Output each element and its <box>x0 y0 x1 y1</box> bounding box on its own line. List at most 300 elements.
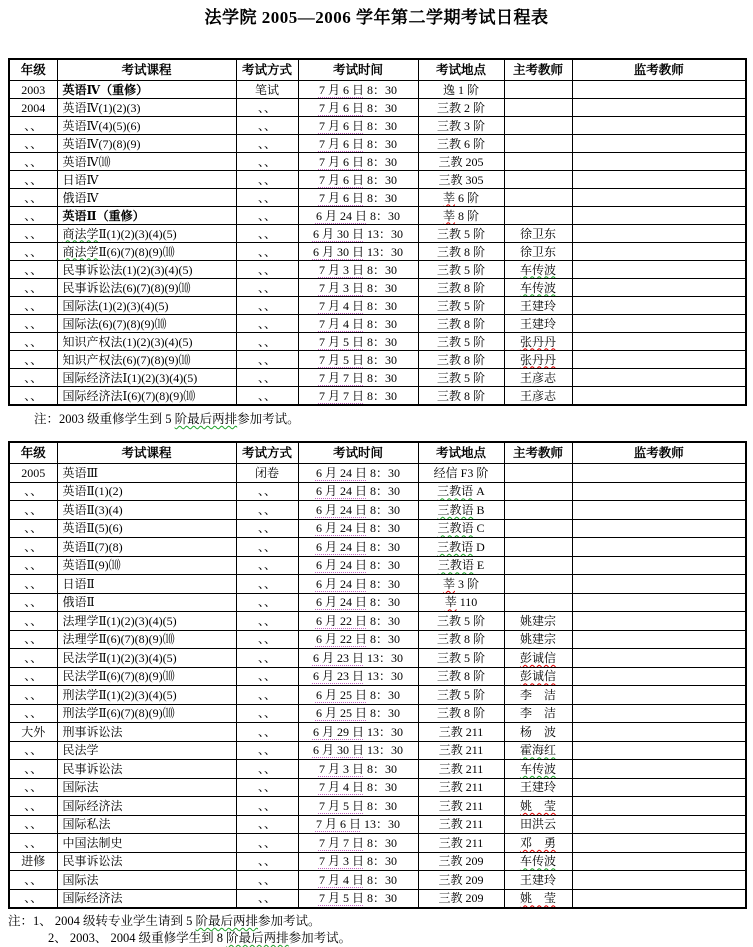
exam-table-2005 <box>8 441 747 909</box>
exam-table-2005-section <box>8 441 745 947</box>
cell-course: 国际经济法Ⅰ(6)(7)(8)(9)⑽ <box>57 387 236 406</box>
cell-invigilator <box>572 871 746 890</box>
cell-method: 、、 <box>236 797 298 816</box>
cell-chief-examiner: 王建玲 <box>504 778 572 797</box>
table-row <box>9 704 746 723</box>
cell-method: 、、 <box>236 261 298 279</box>
cell-time: 7 月 7 日 8：30 <box>298 387 418 406</box>
cell-chief-examiner <box>504 519 572 538</box>
cell-method: 、、 <box>236 225 298 243</box>
cell-year: 、、 <box>9 575 57 594</box>
cell-year: 、、 <box>9 889 57 908</box>
table2-notes <box>8 913 745 947</box>
cell-time: 7 月 3 日 8：30 <box>298 279 418 297</box>
cell-method: 、、 <box>236 501 298 520</box>
cell-method: 、、 <box>236 630 298 649</box>
table-row <box>9 351 746 369</box>
table-body <box>9 81 746 406</box>
cell-year: 2003 <box>9 81 57 99</box>
cell-place: 莘 3 阶 <box>418 575 504 594</box>
cell-method: 、、 <box>236 852 298 871</box>
cell-course: 知识产权法(6)(7)(8)(9)⑽ <box>57 351 236 369</box>
cell-time: 7 月 6 日 8：30 <box>298 117 418 135</box>
cell-course: 商法学Ⅱ(1)(2)(3)(4)(5) <box>57 225 236 243</box>
cell-course: 民法学Ⅱ(1)(2)(3)(4)(5) <box>57 649 236 668</box>
cell-course: 国际经济法 <box>57 889 236 908</box>
cell-year: 、、 <box>9 279 57 297</box>
cell-time: 6 月 22 日 8：30 <box>298 630 418 649</box>
cell-year: 、、 <box>9 704 57 723</box>
cell-year: 进修 <box>9 852 57 871</box>
cell-method: 、、 <box>236 889 298 908</box>
cell-year: 、、 <box>9 667 57 686</box>
cell-invigilator <box>572 612 746 631</box>
cell-time: 6 月 30 日 13：30 <box>298 741 418 760</box>
exam-table-2003-2004 <box>8 58 747 406</box>
table1-note: 注：2003 级重修学生到 5 阶最后两排参加考试。 <box>34 412 300 426</box>
cell-time: 6 月 30 日 13：30 <box>298 225 418 243</box>
cell-course: 民法学Ⅱ(6)(7)(8)(9)⑽ <box>57 667 236 686</box>
cell-place: 三教 8 阶 <box>418 630 504 649</box>
cell-method: 、、 <box>236 778 298 797</box>
cell-method: 、、 <box>236 593 298 612</box>
cell-chief-examiner: 李 洁 <box>504 704 572 723</box>
cell-chief-examiner <box>504 153 572 171</box>
cell-course: 日语Ⅱ <box>57 575 236 594</box>
table-row <box>9 871 746 890</box>
cell-place: 三教语 D <box>418 538 504 557</box>
cell-chief-examiner: 王彦志 <box>504 387 572 406</box>
cell-place: 逸 1 阶 <box>418 81 504 99</box>
cell-chief-examiner <box>504 482 572 501</box>
table-row <box>9 575 746 594</box>
cell-invigilator <box>572 778 746 797</box>
cell-method: 、、 <box>236 667 298 686</box>
cell-place: 莘 6 阶 <box>418 189 504 207</box>
cell-invigilator <box>572 279 746 297</box>
cell-chief-examiner: 徐卫东 <box>504 225 572 243</box>
cell-time: 6 月 25 日 8：30 <box>298 704 418 723</box>
cell-year: 、、 <box>9 797 57 816</box>
column-header-chief-examiner: 主考教师 <box>504 442 572 464</box>
cell-year: 2004 <box>9 99 57 117</box>
cell-chief-examiner <box>504 464 572 483</box>
cell-course: 商法学Ⅱ(6)(7)(8)(9)⑽ <box>57 243 236 261</box>
cell-place: 三教 8 阶 <box>418 704 504 723</box>
cell-place: 三教语 A <box>418 482 504 501</box>
cell-method: 、、 <box>236 279 298 297</box>
cell-chief-examiner: 彭诚信 <box>504 649 572 668</box>
table-row <box>9 556 746 575</box>
cell-method: 、、 <box>236 723 298 742</box>
cell-time: 7 月 4 日 8：30 <box>298 315 418 333</box>
cell-year: 大外 <box>9 723 57 742</box>
cell-method: 、、 <box>236 297 298 315</box>
cell-year: 、、 <box>9 778 57 797</box>
cell-method: 、、 <box>236 815 298 834</box>
table2-note-2: 2、 2003、 2004 级重修学生到 8 阶最后两排参加考试。 <box>48 931 352 945</box>
cell-invigilator <box>572 556 746 575</box>
cell-course: 国际法(1)(2)(3)(4)(5) <box>57 297 236 315</box>
cell-year: 、、 <box>9 225 57 243</box>
cell-method: 、、 <box>236 482 298 501</box>
column-header-place: 考试地点 <box>418 59 504 81</box>
cell-year: 、、 <box>9 815 57 834</box>
cell-course: 刑事诉讼法 <box>57 723 236 742</box>
cell-invigilator <box>572 741 746 760</box>
cell-time: 6 月 24 日 8：30 <box>298 482 418 501</box>
cell-chief-examiner <box>504 81 572 99</box>
cell-course: 民事诉讼法(1)(2)(3)(4)(5) <box>57 261 236 279</box>
cell-method: 、、 <box>236 315 298 333</box>
table-row <box>9 261 746 279</box>
table-row <box>9 723 746 742</box>
cell-place: 三教 211 <box>418 815 504 834</box>
cell-course: 英语Ⅳ⑽ <box>57 153 236 171</box>
header-row <box>9 59 746 81</box>
cell-time: 6 月 23 日 13：30 <box>298 667 418 686</box>
cell-time: 7 月 5 日 8：30 <box>298 889 418 908</box>
cell-year: 、、 <box>9 760 57 779</box>
table-row <box>9 501 746 520</box>
cell-place: 三教 8 阶 <box>418 279 504 297</box>
cell-invigilator <box>572 297 746 315</box>
cell-place: 三教 205 <box>418 153 504 171</box>
cell-course: 英语Ⅱ(7)(8) <box>57 538 236 557</box>
cell-place: 三教 8 阶 <box>418 667 504 686</box>
cell-place: 三教 305 <box>418 171 504 189</box>
cell-chief-examiner: 车传波 <box>504 279 572 297</box>
table-row <box>9 649 746 668</box>
cell-year: 、、 <box>9 501 57 520</box>
table-row <box>9 117 746 135</box>
cell-time: 7 月 3 日 8：30 <box>298 852 418 871</box>
cell-year: 、、 <box>9 189 57 207</box>
cell-place: 三教语 B <box>418 501 504 520</box>
cell-method: 笔试 <box>236 81 298 99</box>
table2-note-1: 注：1、 2004 级转专业学生请到 5 阶最后两排参加考试。 <box>8 914 321 928</box>
column-header-method: 考试方式 <box>236 59 298 81</box>
table-row <box>9 612 746 631</box>
table-row <box>9 519 746 538</box>
cell-invigilator <box>572 723 746 742</box>
table-row <box>9 852 746 871</box>
column-header-method: 考试方式 <box>236 442 298 464</box>
column-header-year: 年级 <box>9 442 57 464</box>
table-row <box>9 797 746 816</box>
cell-place: 莘 8 阶 <box>418 207 504 225</box>
cell-year: 、、 <box>9 519 57 538</box>
cell-place: 三教 3 阶 <box>418 117 504 135</box>
cell-chief-examiner <box>504 135 572 153</box>
cell-time: 7 月 6 日 13：30 <box>298 815 418 834</box>
table-row <box>9 686 746 705</box>
column-header-time: 考试时间 <box>298 59 418 81</box>
column-header-course: 考试课程 <box>57 442 236 464</box>
cell-chief-examiner: 车传波 <box>504 852 572 871</box>
cell-method: 、、 <box>236 153 298 171</box>
header-row <box>9 442 746 464</box>
cell-method: 、、 <box>236 135 298 153</box>
table-row <box>9 482 746 501</box>
cell-time: 7 月 6 日 8：30 <box>298 81 418 99</box>
cell-chief-examiner: 张丹丹 <box>504 333 572 351</box>
cell-place: 三教 211 <box>418 723 504 742</box>
cell-method: 、、 <box>236 387 298 406</box>
cell-course: 民事诉讼法 <box>57 760 236 779</box>
cell-invigilator <box>572 153 746 171</box>
table-row <box>9 387 746 406</box>
cell-invigilator <box>572 815 746 834</box>
cell-year: 、、 <box>9 117 57 135</box>
cell-chief-examiner <box>504 99 572 117</box>
cell-year: 、、 <box>9 153 57 171</box>
cell-time: 7 月 3 日 8：30 <box>298 760 418 779</box>
cell-method: 、、 <box>236 612 298 631</box>
cell-year: 2005 <box>9 464 57 483</box>
cell-time: 7 月 4 日 8：30 <box>298 778 418 797</box>
cell-method: 、、 <box>236 649 298 668</box>
table-row <box>9 81 746 99</box>
cell-time: 7 月 5 日 8：30 <box>298 351 418 369</box>
cell-year: 、、 <box>9 538 57 557</box>
cell-chief-examiner: 车传波 <box>504 760 572 779</box>
cell-method: 、、 <box>236 686 298 705</box>
cell-year: 、、 <box>9 593 57 612</box>
table-row <box>9 189 746 207</box>
cell-year: 、、 <box>9 686 57 705</box>
cell-time: 6 月 24 日 8：30 <box>298 501 418 520</box>
cell-place: 三教 6 阶 <box>418 135 504 153</box>
cell-invigilator <box>572 99 746 117</box>
cell-course: 英语Ⅳ（重修） <box>57 81 236 99</box>
cell-chief-examiner: 邓 勇 <box>504 834 572 853</box>
cell-time: 7 月 6 日 8：30 <box>298 189 418 207</box>
cell-method: 、、 <box>236 519 298 538</box>
cell-invigilator <box>572 667 746 686</box>
table-row <box>9 207 746 225</box>
cell-course: 俄语Ⅳ <box>57 189 236 207</box>
cell-time: 7 月 4 日 8：30 <box>298 871 418 890</box>
cell-course: 刑法学Ⅱ(6)(7)(8)(9)⑽ <box>57 704 236 723</box>
table-row <box>9 815 746 834</box>
cell-year: 、、 <box>9 333 57 351</box>
cell-invigilator <box>572 225 746 243</box>
table-row <box>9 135 746 153</box>
cell-year: 、、 <box>9 135 57 153</box>
cell-course: 英语Ⅳ(7)(8)(9) <box>57 135 236 153</box>
cell-time: 6 月 24 日 8：30 <box>298 538 418 557</box>
cell-invigilator <box>572 649 746 668</box>
cell-place: 三教 5 阶 <box>418 225 504 243</box>
cell-year: 、、 <box>9 351 57 369</box>
cell-place: 莘 110 <box>418 593 504 612</box>
cell-year: 、、 <box>9 261 57 279</box>
cell-place: 三教 2 阶 <box>418 99 504 117</box>
cell-time: 6 月 24 日 8：30 <box>298 556 418 575</box>
cell-course: 国际法(6)(7)(8)(9)⑽ <box>57 315 236 333</box>
cell-time: 7 月 7 日 8：30 <box>298 369 418 387</box>
cell-invigilator <box>572 171 746 189</box>
table-row <box>9 538 746 557</box>
cell-method: 、、 <box>236 189 298 207</box>
cell-course: 俄语Ⅱ <box>57 593 236 612</box>
cell-year: 、、 <box>9 369 57 387</box>
cell-method: 、、 <box>236 207 298 225</box>
cell-invigilator <box>572 686 746 705</box>
table-row <box>9 464 746 483</box>
cell-method: 、、 <box>236 871 298 890</box>
cell-year: 、、 <box>9 630 57 649</box>
cell-course: 民事诉讼法(6)(7)(8)(9)⑽ <box>57 279 236 297</box>
cell-chief-examiner: 姚建宗 <box>504 612 572 631</box>
cell-chief-examiner: 王彦志 <box>504 369 572 387</box>
cell-invigilator <box>572 630 746 649</box>
cell-time: 7 月 5 日 8：30 <box>298 333 418 351</box>
cell-invigilator <box>572 315 746 333</box>
cell-invigilator <box>572 889 746 908</box>
cell-place: 三教 209 <box>418 852 504 871</box>
cell-place: 三教语 E <box>418 556 504 575</box>
cell-method: 、、 <box>236 171 298 189</box>
cell-course: 中国法制史 <box>57 834 236 853</box>
cell-invigilator <box>572 538 746 557</box>
cell-place: 三教 211 <box>418 741 504 760</box>
cell-course: 法理学Ⅱ(6)(7)(8)(9)⑽ <box>57 630 236 649</box>
cell-time: 6 月 29 日 13：30 <box>298 723 418 742</box>
cell-invigilator <box>572 593 746 612</box>
cell-time: 6 月 24 日 8：30 <box>298 575 418 594</box>
cell-place: 三教 5 阶 <box>418 297 504 315</box>
cell-year: 、、 <box>9 297 57 315</box>
cell-place: 三教语 C <box>418 519 504 538</box>
cell-place: 三教 211 <box>418 797 504 816</box>
cell-place: 三教 5 阶 <box>418 686 504 705</box>
cell-invigilator <box>572 261 746 279</box>
table-row <box>9 667 746 686</box>
cell-method: 、、 <box>236 538 298 557</box>
cell-course: 国际私法 <box>57 815 236 834</box>
cell-place: 三教 209 <box>418 889 504 908</box>
cell-year: 、、 <box>9 741 57 760</box>
cell-year: 、、 <box>9 649 57 668</box>
cell-time: 7 月 5 日 8：30 <box>298 797 418 816</box>
table-row <box>9 778 746 797</box>
cell-method: 、、 <box>236 760 298 779</box>
cell-time: 7 月 6 日 8：30 <box>298 99 418 117</box>
cell-year: 、、 <box>9 207 57 225</box>
cell-method: 、、 <box>236 351 298 369</box>
cell-time: 7 月 6 日 8：30 <box>298 171 418 189</box>
exam-table-2003-2004-section <box>8 58 745 428</box>
cell-time: 7 月 4 日 8：30 <box>298 297 418 315</box>
cell-invigilator <box>572 760 746 779</box>
cell-place: 三教 211 <box>418 778 504 797</box>
cell-method: 、、 <box>236 369 298 387</box>
cell-invigilator <box>572 189 746 207</box>
cell-invigilator <box>572 519 746 538</box>
cell-chief-examiner <box>504 593 572 612</box>
column-header-place: 考试地点 <box>418 442 504 464</box>
cell-invigilator <box>572 243 746 261</box>
column-header-invigilator: 监考教师 <box>572 442 746 464</box>
cell-time: 7 月 3 日 8：30 <box>298 261 418 279</box>
cell-method: 闭卷 <box>236 464 298 483</box>
cell-year: 、、 <box>9 243 57 261</box>
cell-chief-examiner: 姚 莹 <box>504 797 572 816</box>
cell-chief-examiner: 李 洁 <box>504 686 572 705</box>
cell-time: 6 月 24 日 8：30 <box>298 593 418 612</box>
cell-chief-examiner <box>504 171 572 189</box>
cell-invigilator <box>572 351 746 369</box>
cell-place: 三教 209 <box>418 871 504 890</box>
table-row <box>9 153 746 171</box>
cell-time: 7 月 7 日 8：30 <box>298 834 418 853</box>
cell-chief-examiner: 王建玲 <box>504 315 572 333</box>
cell-course: 法理学Ⅱ(1)(2)(3)(4)(5) <box>57 612 236 631</box>
table-row <box>9 369 746 387</box>
cell-place: 三教 8 阶 <box>418 387 504 406</box>
cell-method: 、、 <box>236 117 298 135</box>
cell-invigilator <box>572 387 746 406</box>
column-header-chief-examiner: 主考教师 <box>504 59 572 81</box>
cell-chief-examiner <box>504 538 572 557</box>
cell-time: 7 月 6 日 8：30 <box>298 135 418 153</box>
cell-chief-examiner <box>504 501 572 520</box>
page-title: 法学院 2005—2006 学年第二学期考试日程表 <box>204 8 549 27</box>
cell-year: 、、 <box>9 556 57 575</box>
cell-method: 、、 <box>236 575 298 594</box>
table-row <box>9 99 746 117</box>
cell-method: 、、 <box>236 556 298 575</box>
cell-method: 、、 <box>236 834 298 853</box>
table-body <box>9 464 746 909</box>
cell-place: 三教 5 阶 <box>418 261 504 279</box>
cell-course: 国际法 <box>57 871 236 890</box>
cell-chief-examiner: 王建玲 <box>504 297 572 315</box>
cell-year: 、、 <box>9 482 57 501</box>
table-row <box>9 297 746 315</box>
cell-invigilator <box>572 333 746 351</box>
cell-time: 6 月 24 日 8：30 <box>298 464 418 483</box>
cell-course: 英语Ⅱ(1)(2) <box>57 482 236 501</box>
cell-course: 英语Ⅱ(3)(4) <box>57 501 236 520</box>
cell-course: 国际法 <box>57 778 236 797</box>
column-header-invigilator: 监考教师 <box>572 59 746 81</box>
cell-place: 三教 5 阶 <box>418 649 504 668</box>
cell-year: 、、 <box>9 834 57 853</box>
cell-invigilator <box>572 482 746 501</box>
cell-chief-examiner <box>504 207 572 225</box>
table-row <box>9 741 746 760</box>
column-header-course: 考试课程 <box>57 59 236 81</box>
cell-invigilator <box>572 501 746 520</box>
cell-course: 英语Ⅲ <box>57 464 236 483</box>
cell-invigilator <box>572 575 746 594</box>
cell-time: 6 月 24 日 8：30 <box>298 207 418 225</box>
cell-time: 6 月 24 日 8：30 <box>298 519 418 538</box>
cell-place: 三教 5 阶 <box>418 612 504 631</box>
cell-course: 英语Ⅳ(1)(2)(3) <box>57 99 236 117</box>
cell-course: 英语Ⅱ(5)(6) <box>57 519 236 538</box>
cell-method: 、、 <box>236 243 298 261</box>
table-row <box>9 171 746 189</box>
table-row <box>9 760 746 779</box>
cell-chief-examiner: 徐卫东 <box>504 243 572 261</box>
cell-year: 、、 <box>9 612 57 631</box>
table-row <box>9 333 746 351</box>
cell-invigilator <box>572 834 746 853</box>
